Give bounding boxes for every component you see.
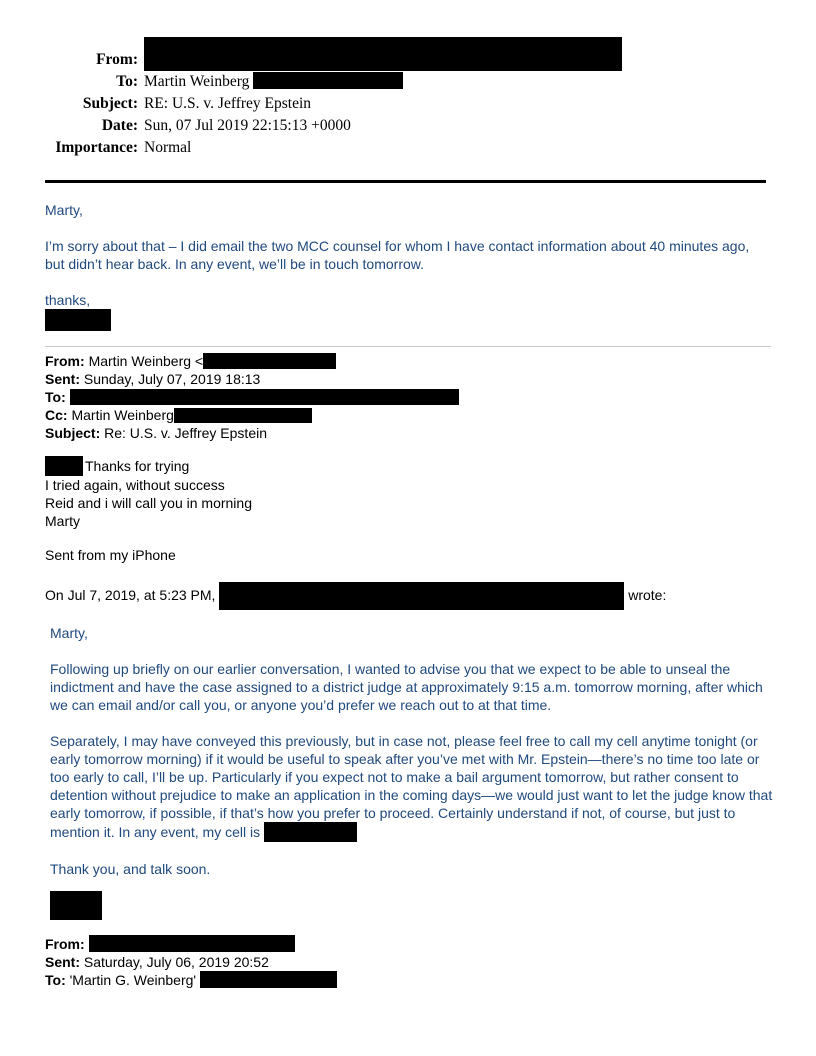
quoted-message-1 [45,456,771,610]
qm1-line-1 [45,456,771,476]
qm1-line-1-text: Thanks for trying [85,458,190,474]
redaction-bar-signature [50,891,102,920]
redaction-bar [89,935,295,952]
header-to-value [144,71,771,93]
redaction-bar [203,353,336,369]
q2-from-label: From: [45,936,85,953]
q1-cc-value: Martin Weinberg [71,407,174,423]
header-importance-value: Normal [144,139,192,156]
qm1-line-2: I tried again, without success [45,477,225,493]
qm1-on-suffix: wrote: [628,587,667,603]
quoted-message-2 [50,624,778,920]
q1-cc-label: Cc: [45,407,68,423]
redaction-bar [219,582,624,610]
header-date-value: Sun, 07 Jul 2019 22:15:13 +0000 [144,117,351,134]
reply-paragraph: I’m sorry about that – I did email the two MCC counsel for whom I have contact information about 40 minutes ago, but didn’t hear back. In any event, we’ll be in touch tomorrow. [45,238,750,272]
q1-row-subject [45,424,771,442]
quoted-header-1 [45,352,771,442]
reply-closing: thanks, [45,292,91,308]
q2-sent-value: Saturday, July 06, 2019 20:52 [83,954,269,971]
header-subject-value: RE: U.S. v. Jeffrey Epstein [144,95,312,112]
quoted-thread-divider [45,346,771,347]
header-row-importance [45,137,771,159]
q1-row-cc [45,406,771,424]
sent-from-iphone-note: Sent from my iPhone [45,547,176,563]
header-row-to [45,71,771,93]
q2-row-sent [45,953,771,971]
q1-sent-value: Sunday, July 07, 2019 18:13 [83,371,261,387]
email-header-block [45,37,771,159]
q2-to-value: 'Martin G. Weinberg' [69,972,197,989]
q2-row-from [45,935,771,953]
q1-subject-value: Re: U.S. v. Jeffrey Epstein [104,425,268,441]
q2-to-label: To: [45,972,66,989]
q1-to-label: To: [45,389,66,405]
qm1-line-3: Reid and i will call you in morning [45,495,252,511]
header-importance-label: Importance: [55,139,138,156]
redaction-bar [70,389,459,405]
header-row-from [45,37,771,71]
header-row-date [45,115,771,137]
redaction-bar-phone [264,822,357,842]
redaction-bar-signature [45,309,111,331]
header-date-label: Date: [101,117,138,134]
q1-row-from [45,352,771,370]
header-to-name: Martin Weinberg [144,73,250,90]
qm2-paragraph-2-text: Separately, I may have conveyed this previously, but in case not, please feel free to call my cell anytime tonight (or early tomorrow morning) if it would be useful to speak after you’ve met with Mr. Epstein—there’s no time too late or too early to call, I’ll be up. Particularly if you expect not to make a bail argument tomorrow, but rather consent to detention without prejudice to make an application in the coming days—we would just want to let the judge know that early tomorrow, if possible, if that’s how you prefer to proceed. Certainly understand if not, of course, but just to mention it. In any event, my cell is [50,733,773,841]
header-subject-label: Subject: [82,95,138,112]
redaction-bar [144,37,622,71]
q1-subject-label: Subject: [45,425,101,441]
q1-from-label: From: [45,353,85,369]
redaction-bar [200,971,337,988]
header-from-value [144,37,771,71]
qm2-greeting: Marty, [50,625,88,642]
q1-row-sent [45,370,771,388]
reply-message [45,201,771,331]
redaction-bar [253,72,403,89]
q2-row-to [45,971,771,989]
q1-from-value: Martin Weinberg < [88,353,204,369]
q1-sent-label: Sent: [45,371,80,387]
header-to-label: To: [116,73,138,90]
header-row-subject [45,93,771,115]
qm2-paragraph-2 [50,732,778,842]
redaction-bar [174,408,312,423]
qm1-line-4: Marty [45,513,80,529]
q2-sent-label: Sent: [45,954,80,971]
header-divider-rule [45,180,766,183]
header-from-label: From: [96,51,138,68]
q1-row-to [45,388,771,406]
reply-greeting: Marty, [45,202,83,218]
redaction-bar [45,456,83,476]
qm2-paragraph-1: Following up briefly on our earlier conversation, I wanted to advise you that we expect to be able to unseal the indictment and have the case assigned to a district judge at approximately 9:15 a.m. tomorrow morning, after which we can email and/or call you, or anyone you’d prefer we reach out to at that time. [50,661,763,714]
qm2-closing: Thank you, and talk soon. [50,861,211,878]
qm1-on-prefix: On Jul 7, 2019, at 5:23 PM, [45,587,216,603]
qm1-on-wrote-line [45,580,771,610]
quoted-header-2 [45,935,771,989]
